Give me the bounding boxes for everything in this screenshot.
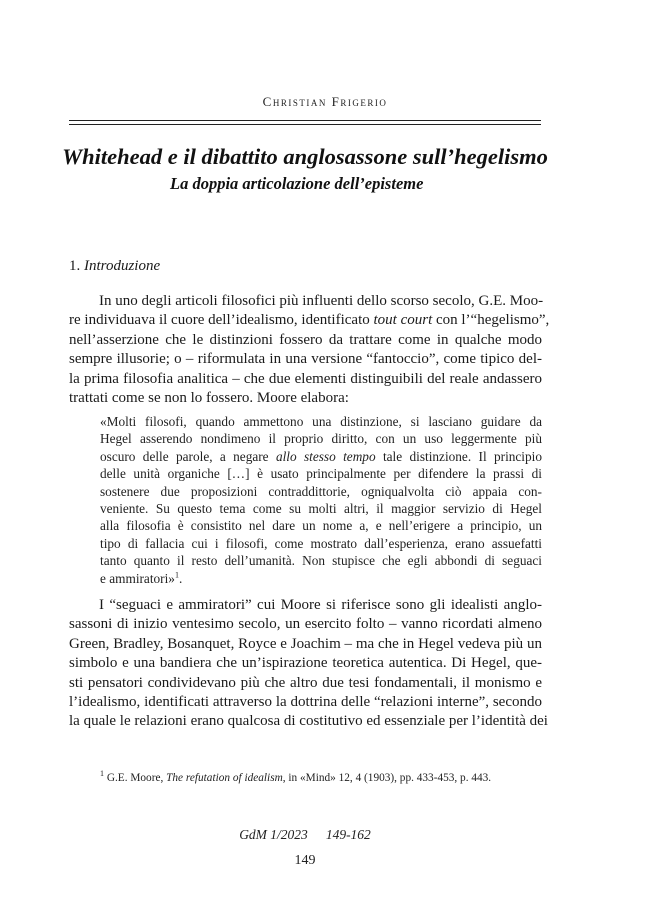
quote-line (100, 570, 542, 587)
running-head: Christian Frigerio (262, 94, 388, 109)
text-line: l’idealismo, identificati attraverso la dottrina delle “relazioni interne”, secondo (69, 694, 542, 711)
text-span: . (178, 570, 183, 586)
quote-line (100, 448, 542, 465)
text-span: oscuro delle parole, a negare (100, 448, 276, 464)
quote-line: sostenere due proposizioni contraddittorie, ogniqualvolta ciò appaia con- (100, 483, 542, 499)
text-span: e ammiratori» (100, 570, 175, 586)
footnote-1 (100, 769, 550, 784)
text-line: sempre illusorie; o – riformulata in una versione “fantoccio”, come tipico del- (69, 351, 542, 368)
section-heading (69, 258, 160, 275)
block-quote (100, 413, 542, 587)
quote-line: veniente. Su questo tema come su molti altri, il maggior servizio di Hegel (100, 501, 542, 517)
text-span: tale distinzione. Il principio (375, 448, 542, 464)
text-line: simbolo e una bandiera che un’ispirazione teoretica autentica. Di Hegel, que- (69, 655, 542, 672)
journal-pages: 149-162 (325, 827, 371, 842)
header-rule-bottom (69, 124, 541, 125)
text-line: la prima filosofia analitica – che due elementi distinguibili del reale andassero (69, 370, 542, 387)
text-line: In uno degli articoli filosofici più influenti dello scorso secolo, G.E. Moo- (99, 293, 544, 309)
article-subtitle: La doppia articolazione dell’episteme (170, 174, 424, 193)
page-number: 149 (294, 853, 316, 868)
quote-line: delle unità organiche […] è usato principalmente per difendere la prassi di (100, 466, 542, 482)
footnote-citation: , in «Mind» 12, 4 (1903), pp. 433-453, p. 443. (282, 772, 492, 784)
footnote-author: G.E. Moore, (104, 772, 167, 784)
journal-issue: GdM 1/2023 (239, 827, 308, 842)
text-line: sassoni di inizio ventesimo secolo, un esercito folto – vanno ricordati almeno (69, 616, 542, 633)
paragraph-2 (69, 596, 548, 732)
text-line: I “seguaci e ammiratori” cui Moore si riferisce sono gli idealisti anglo- (99, 597, 542, 613)
text-line: nell’asserzione che le distinzioni fossero da trattare come in qualche modo (69, 331, 542, 348)
text-line: sti pensatori condividevano più che altro due tesi fondamentali, il monismo e (69, 674, 542, 691)
article-title: Whitehead e il dibattito anglosassone sull’hegelismo (62, 144, 548, 169)
italic-term: allo stesso tempo (275, 448, 376, 464)
quote-line: alla filosofia è consistito nel dare un nome a, e nell’erigere a principio, un (100, 518, 542, 534)
journal-info (0, 827, 610, 843)
footnote-reference[interactable]: 1 (174, 570, 179, 580)
text-line (69, 311, 550, 330)
quote-line: tanto quanto il resto dell’umanità. Non stupisce che egli abbondi di seguaci (100, 553, 542, 569)
text-span: re individuava il cuore dell’idealismo, identificato (69, 312, 374, 329)
quote-line: «Molti filosofi, quando ammettono una distinzione, si lasciano guidare da (100, 414, 542, 429)
footnote-work-title: The refutation of idealism (166, 772, 283, 784)
text-line: Green, Bradley, Bosanquet, Royce e Joachim – ma che in Hegel vedeva più un (69, 635, 542, 652)
quote-line: tipo di fallacia cui i filosofi, come mostrato dall’esperienza, erano assuefatti (100, 535, 542, 551)
section-number: 1. (69, 258, 81, 274)
paragraph-1 (69, 292, 550, 408)
footnote-number: 1 (100, 769, 104, 779)
italic-term: tout court (373, 312, 433, 329)
text-span: con l’“hegelismo”, (432, 312, 550, 329)
header-rule-top (69, 120, 541, 121)
text-line: la quale le relazioni erano qualcosa di costitutivo ed essenziale per l’identità dei (69, 713, 548, 730)
section-name: Introduzione (84, 258, 161, 274)
text-line: trattati come se non lo fossero. Moore elabora: (69, 390, 349, 407)
quote-line: Hegel asserendo nondimeno il proprio diritto, con un uso leggermente più (100, 431, 542, 447)
